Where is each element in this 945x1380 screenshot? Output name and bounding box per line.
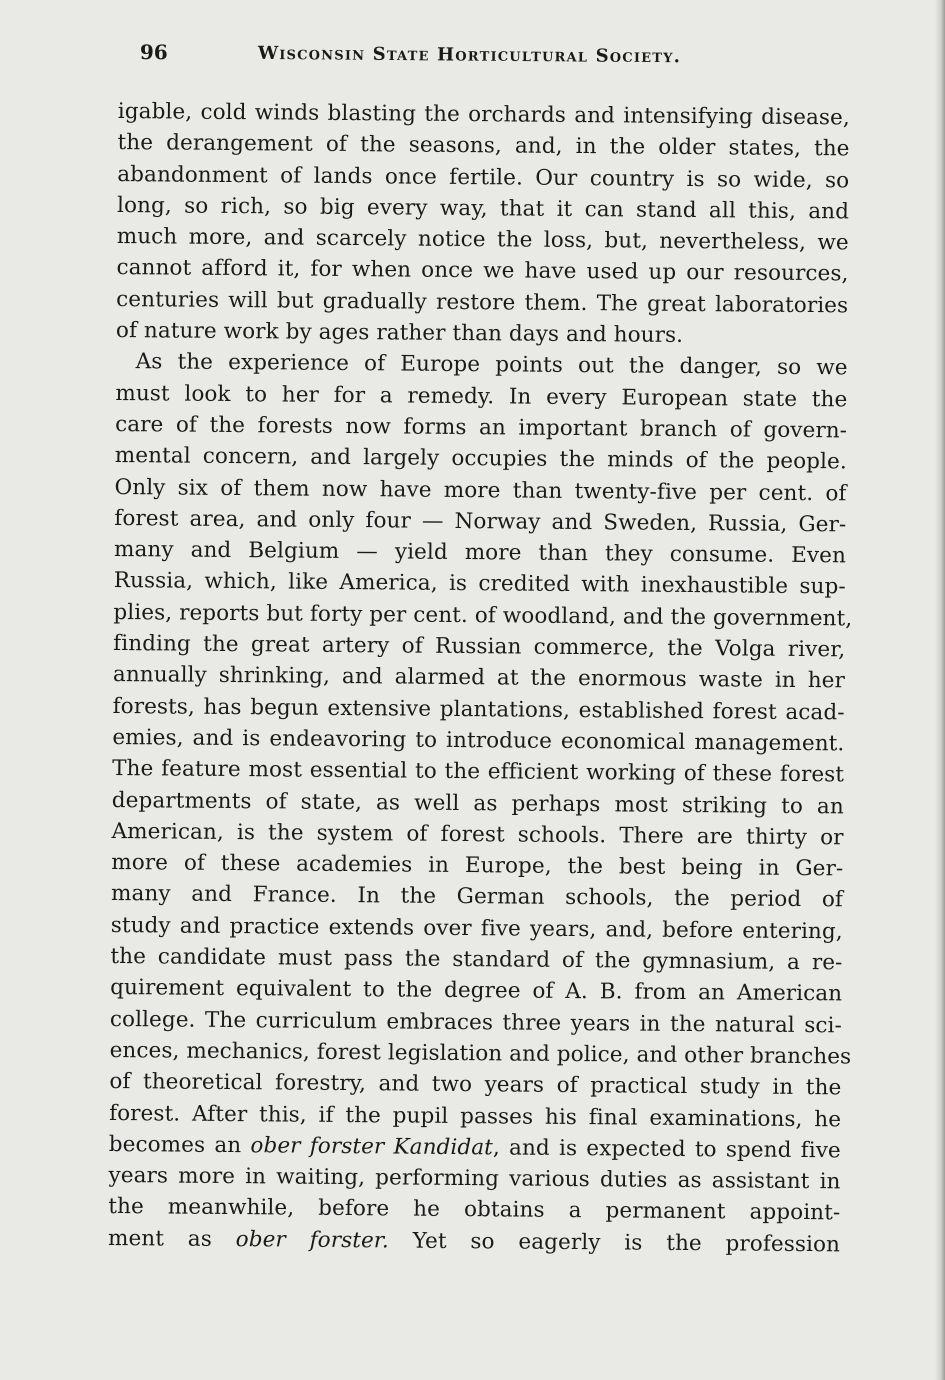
text-line: years more in waiting, performing various duties as assistant in [108, 1163, 841, 1195]
text-line: care of the forests now forms an important branch of govern- [115, 411, 848, 444]
text-line: finding the great artery of Russian commerce, the Volga river, [113, 631, 846, 663]
text-line: centuries will but gradually restore them. The great laboratories [116, 286, 849, 319]
text-line: study and practice extends over five years, and, before entering, [110, 912, 843, 945]
running-title: Wisconsin State Horticultural Society. [257, 42, 682, 68]
text-line: many and France. In the German schools, the period of [110, 881, 844, 913]
text-line: forests, has begun extensive plantations, established forest acad- [112, 693, 845, 726]
text-line: Only six of them now have more than twenty-five per cent. of [114, 474, 847, 506]
text-line: igable, cold winds blasting the orchards and intensifying disease, [117, 98, 850, 131]
text-line: of nature work by ages rather than days and hours. [115, 318, 684, 349]
text-line: the derangement of the seasons, and, in the older states, the [117, 130, 850, 162]
text-line: Russia, which, like America, is credited with inexhaustible sup- [113, 568, 846, 600]
text-line: quirement equivalent to the degree of A. B. from an American [110, 975, 843, 1007]
text-line: of theoretical forestry, and two years of practical study in the [109, 1069, 842, 1101]
page-edge [935, 0, 945, 1380]
text-line-with-italic [108, 1223, 840, 1261]
page-number: 96 [139, 39, 168, 65]
text-line: American, is the system of forest schools. There are thirty or [111, 818, 844, 851]
text-line: long, so rich, so big every way, that it can stand all this, and [116, 192, 850, 225]
text-line: emies, and is endeavoring to introduce economical management. [112, 724, 845, 757]
italic-term: ober forster Kandidat [250, 1132, 494, 1161]
text-line: annually shrinking, and alarmed at the enormous waste in her [112, 662, 846, 694]
text-line: forest area, and only four — Norway and Sweden, Russia, Ger- [114, 505, 847, 538]
text-segment: becomes an [108, 1131, 251, 1158]
text-line: abandonment of lands once fertile. Our country is so wide, so [117, 161, 850, 193]
text-line: college. The curriculum embraces three years in the natural sci- [109, 1006, 843, 1038]
body-text [107, 96, 853, 1260]
text-line: plies, reports but forty per cent. of woodland, and the government, [113, 599, 853, 632]
text-line: forest. After this, if the pupil passes his final examinations, he [109, 1100, 842, 1132]
italic-term: ober forster. [235, 1226, 389, 1254]
text-line: departments of state, as well as perhaps most striking to an [111, 787, 844, 819]
text-line: must look to her for a remedy. In every European state the [115, 380, 848, 413]
paragraph-first-line: As the experience of Europe points out the danger, so we [135, 349, 848, 381]
text-line: The feature most essential to the efficient working of these forest [112, 756, 845, 788]
text-segment: ment as [107, 1225, 236, 1252]
text-segment: , and is expected to spend five [492, 1135, 841, 1164]
text-line: more of these academies in Europe, the best being in Ger- [111, 850, 844, 882]
text-line: cannot afford it, for when once we have used up our resources, [116, 255, 849, 287]
text-line: ences, mechanics, forest legislation and police, and other branches [109, 1037, 852, 1070]
text-line: the candidate must pass the standard of the gymnasium, a re- [110, 943, 843, 976]
text-line: many and Belgium — yield more than they consume. Even [113, 537, 847, 569]
text-segment: Yet so eagerly is the profession [388, 1228, 841, 1258]
running-head [140, 36, 840, 81]
text-line: the meanwhile, before he obtains a permanent appoint- [108, 1194, 841, 1226]
text-line: mental concern, and largely occupies the minds of the people. [114, 443, 847, 475]
text-line: much more, and scarcely notice the loss, but, nevertheless, we [116, 224, 849, 256]
